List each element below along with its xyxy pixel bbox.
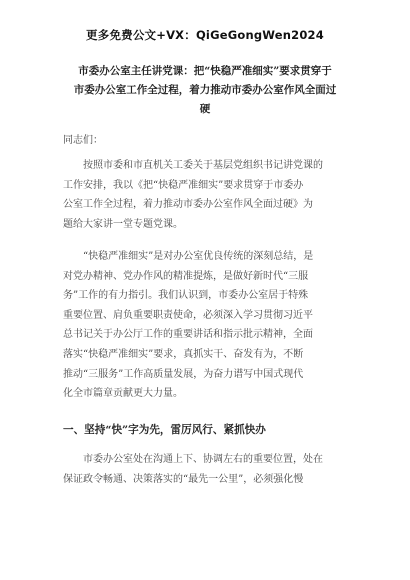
- paragraph-line: 题给大家讲一堂专题党课。: [63, 218, 183, 230]
- paragraph-line: 总书记关于办公厅工作的重要讲话和指示批示精神，全面: [63, 329, 313, 341]
- title-line: 市委办公室主任讲党课：把“快稳严准细实”要求贯穿于: [78, 65, 332, 77]
- paragraph-line: 务”工作的有力指引。我们认识到，市委办公室居于特殊: [63, 290, 309, 302]
- document-title: [55, 62, 355, 119]
- paragraph-line: 按照市委和市直机关工委关于基层党组织书记讲党课的: [63, 160, 323, 171]
- paragraph-line: 保证政令畅通、决策落实的“最先一公里”，必须强化慢: [63, 473, 304, 485]
- paragraph-2: [63, 247, 355, 404]
- paragraph-line: 推动“三服务”工作高质量发展，为奋力谱写中国式现代: [63, 368, 304, 380]
- paragraph-line: 市委办公室处在沟通上下、协调左右的重要位置，处在: [63, 454, 323, 465]
- title-line: 硬: [199, 103, 211, 115]
- greeting: 同志们：: [63, 135, 103, 146]
- header-banner: 更多免费公文+VX：QiGeGongWen2024: [86, 28, 324, 42]
- paragraph-line: “快稳严准细实”是对办公室优良传统的深刻总结，是: [63, 251, 314, 262]
- section-heading: 一、坚持“快”字为先，雷厉风行、紧抓快办: [63, 424, 266, 436]
- paragraph-line: 工作安排，我以《把“快稳严准细实”要求贯穿于市委办: [63, 179, 304, 191]
- paragraph-line: 对党办精神、党办作风的精准提炼，是做好新时代“三服: [63, 270, 309, 282]
- paragraph-line: 公室工作全过程，着力推动市委办公室作风全面过硬》为: [63, 199, 313, 211]
- paragraph-line: 化全市篇章贡献更大力量。: [63, 388, 183, 400]
- title-line: 市委办公室工作全过程，着力推动市委办公室作风全面过: [73, 84, 337, 96]
- paragraph-3: [63, 450, 355, 489]
- paragraph-1: [63, 156, 355, 234]
- paragraph-line: 落实“快稳严准细实”要求，真抓实干、奋发有为，不断: [63, 348, 304, 360]
- paragraph-line: 重要位置、肩负重要职责使命，必须深入学习贯彻习近平: [63, 309, 313, 321]
